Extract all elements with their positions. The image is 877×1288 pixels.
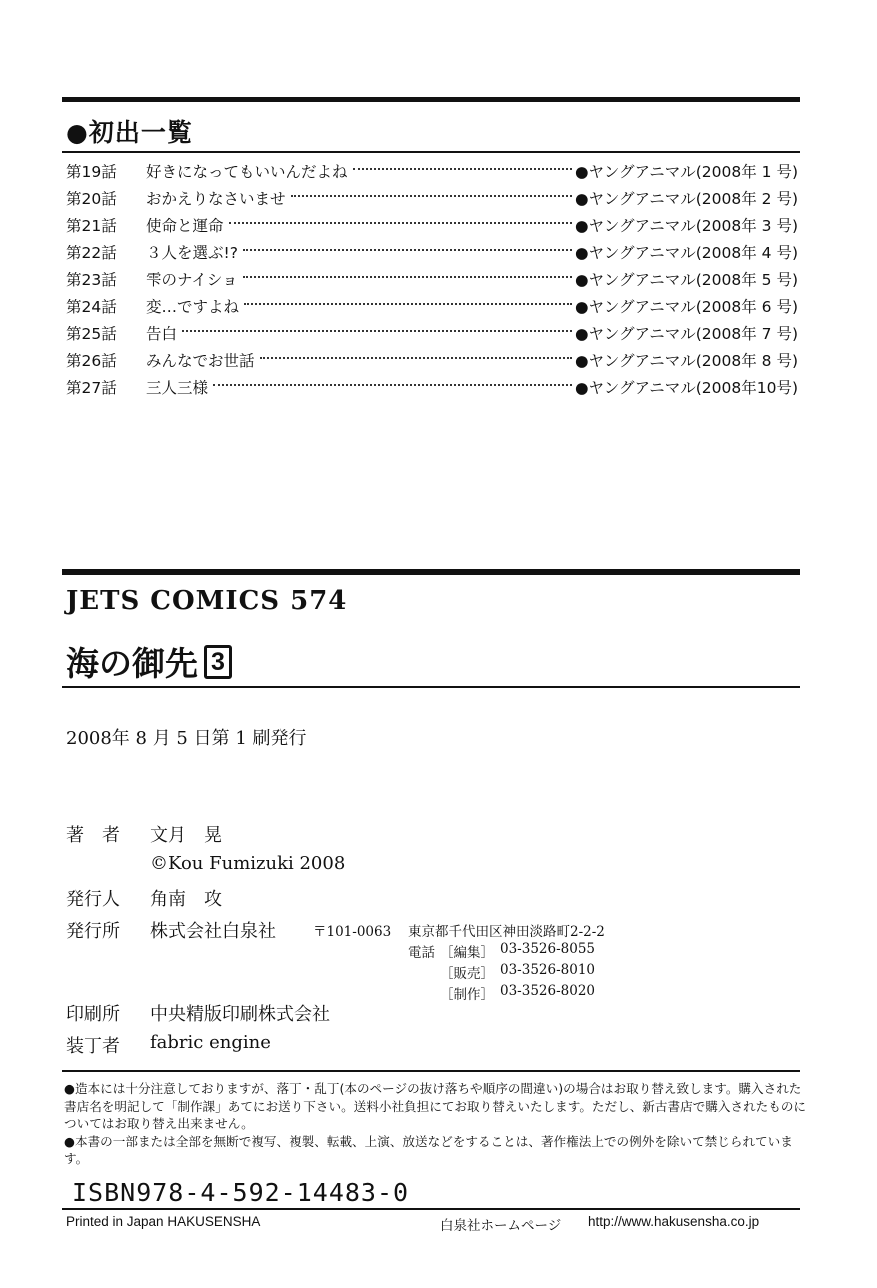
episode-source: ●ヤングアニマル(2008年 3 号) [574, 216, 798, 235]
episode-number: 第20話 [66, 189, 117, 208]
episode-source: ●ヤングアニマル(2008年 7 号) [574, 325, 798, 344]
list-item [66, 265, 798, 292]
author-name: 文月 晃 [150, 825, 222, 846]
first-appearance-heading: ●初出一覧 [66, 118, 193, 147]
book-title-text: 海の御先 [66, 644, 198, 683]
printed-in: Printed in Japan HAKUSENSHA [66, 1214, 261, 1229]
postal-code: 〒101-0063 [313, 924, 392, 940]
issuer-name: 角南 攻 [150, 889, 222, 910]
dot-leader [243, 249, 572, 251]
note-copyright: ●本書の一部または全部を無断で複写、複製、転載、上演、放送などをすることは、著作権法上での例外を除いて禁じられています。 [64, 1133, 793, 1166]
copyright: ©Kou Fumizuki 2008 [150, 853, 346, 874]
phone-dept-editorial: ［編集］ [440, 945, 494, 961]
phone-label: 電話 [408, 945, 435, 961]
designer-label: 装丁者 [66, 1036, 120, 1057]
dot-leader [243, 276, 572, 278]
homepage-url[interactable]: http://www.hakusensha.co.jp [588, 1214, 760, 1229]
printer-name: 中央精版印刷株式会社 [150, 1004, 330, 1025]
dot-leader [182, 330, 572, 332]
episode-source: ●ヤングアニマル(2008年 1 号) [574, 162, 798, 181]
phone-dept-sales: ［販売］ [440, 966, 494, 982]
book-title [66, 638, 232, 685]
designer-name: fabric engine [150, 1032, 271, 1053]
episode-number: 第23話 [66, 270, 117, 289]
publisher-address: 東京都千代田区神田淡路町2-2-2 [408, 924, 605, 940]
legal-notes [64, 1080, 809, 1168]
list-item [66, 374, 798, 401]
episode-number: 第24話 [66, 298, 117, 317]
isbn: ISBN978-4-592-14483-0 [72, 1178, 410, 1207]
episode-title: みんなでお世話 [146, 352, 255, 371]
list-item [66, 157, 798, 184]
phone-number-production: 03-3526-8020 [500, 983, 596, 999]
episode-number: 第21話 [66, 216, 117, 235]
title-rule [62, 686, 800, 688]
dot-leader [244, 303, 572, 305]
episode-number: 第25話 [66, 325, 117, 344]
list-item [66, 238, 798, 265]
episode-source: ●ヤングアニマル(2008年10号) [574, 379, 798, 398]
list-item [66, 184, 798, 211]
dot-leader [291, 195, 572, 197]
episode-number: 第22話 [66, 243, 117, 262]
episode-title: 使命と運命 [146, 216, 224, 235]
dot-leader [229, 222, 572, 224]
first-appearance-list [66, 157, 798, 401]
dot-leader [213, 384, 572, 386]
dot-leader [353, 168, 572, 170]
episode-title: 変…ですよね [146, 298, 240, 317]
author-label: 著 者 [66, 825, 120, 846]
episode-source: ●ヤングアニマル(2008年 4 号) [574, 243, 798, 262]
dot-leader [260, 357, 572, 359]
top-rule [62, 97, 800, 102]
issuer-label: 発行人 [66, 889, 120, 910]
phone-number-editorial: 03-3526-8055 [500, 941, 596, 957]
colophon-top-rule [62, 569, 800, 575]
episode-title: おかえりなさいませ [146, 189, 286, 208]
list-item [66, 320, 798, 347]
episode-number: 第27話 [66, 379, 117, 398]
episode-source: ●ヤングアニマル(2008年 8 号) [574, 352, 798, 371]
episode-number: 第19話 [66, 162, 117, 181]
episode-title: ３人を選ぶ!? [146, 243, 238, 262]
note-replacement: ●造本には十分注意しておりますが、落丁・乱丁(本のページの抜け落ちや順序の間違い)の場合はお取り替え致します。購入された書店名を明記して「制作課」あてにお送り下さい。送料小社負担にてお取り替えいたします。ただし、新古書店で購入されたものについてはお取り替え出来ません。 [64, 1081, 807, 1131]
episode-title: 好きになってもいいんだよね [146, 162, 348, 181]
publisher-label: 発行所 [66, 921, 120, 942]
phone-dept-production: ［制作］ [440, 987, 494, 1003]
list-item [66, 292, 798, 319]
list-item [66, 211, 798, 238]
episode-title: 三人三様 [146, 379, 209, 398]
episode-source: ●ヤングアニマル(2008年 6 号) [574, 298, 798, 317]
episode-source: ●ヤングアニマル(2008年 5 号) [574, 270, 798, 289]
publisher-name: 株式会社白泉社 [150, 921, 276, 942]
phone-number-sales: 03-3526-8010 [500, 962, 596, 978]
episode-title: 告白 [146, 325, 178, 344]
isbn-rule [62, 1208, 800, 1210]
volume-number: 3 [204, 645, 232, 679]
episode-number: 第26話 [66, 352, 117, 371]
series-name: JETS COMICS 574 [66, 586, 348, 616]
episode-title: 雫のナイショ [146, 270, 238, 289]
episode-source: ●ヤングアニマル(2008年 2 号) [574, 189, 798, 208]
publish-date: 2008年 8 月 5 日第 1 刷発行 [66, 728, 307, 749]
printer-label: 印刷所 [66, 1004, 120, 1025]
heading-rule [62, 151, 800, 153]
homepage-label: 白泉社ホームページ [440, 1218, 562, 1234]
list-item [66, 347, 798, 374]
notes-top-rule [62, 1070, 800, 1072]
